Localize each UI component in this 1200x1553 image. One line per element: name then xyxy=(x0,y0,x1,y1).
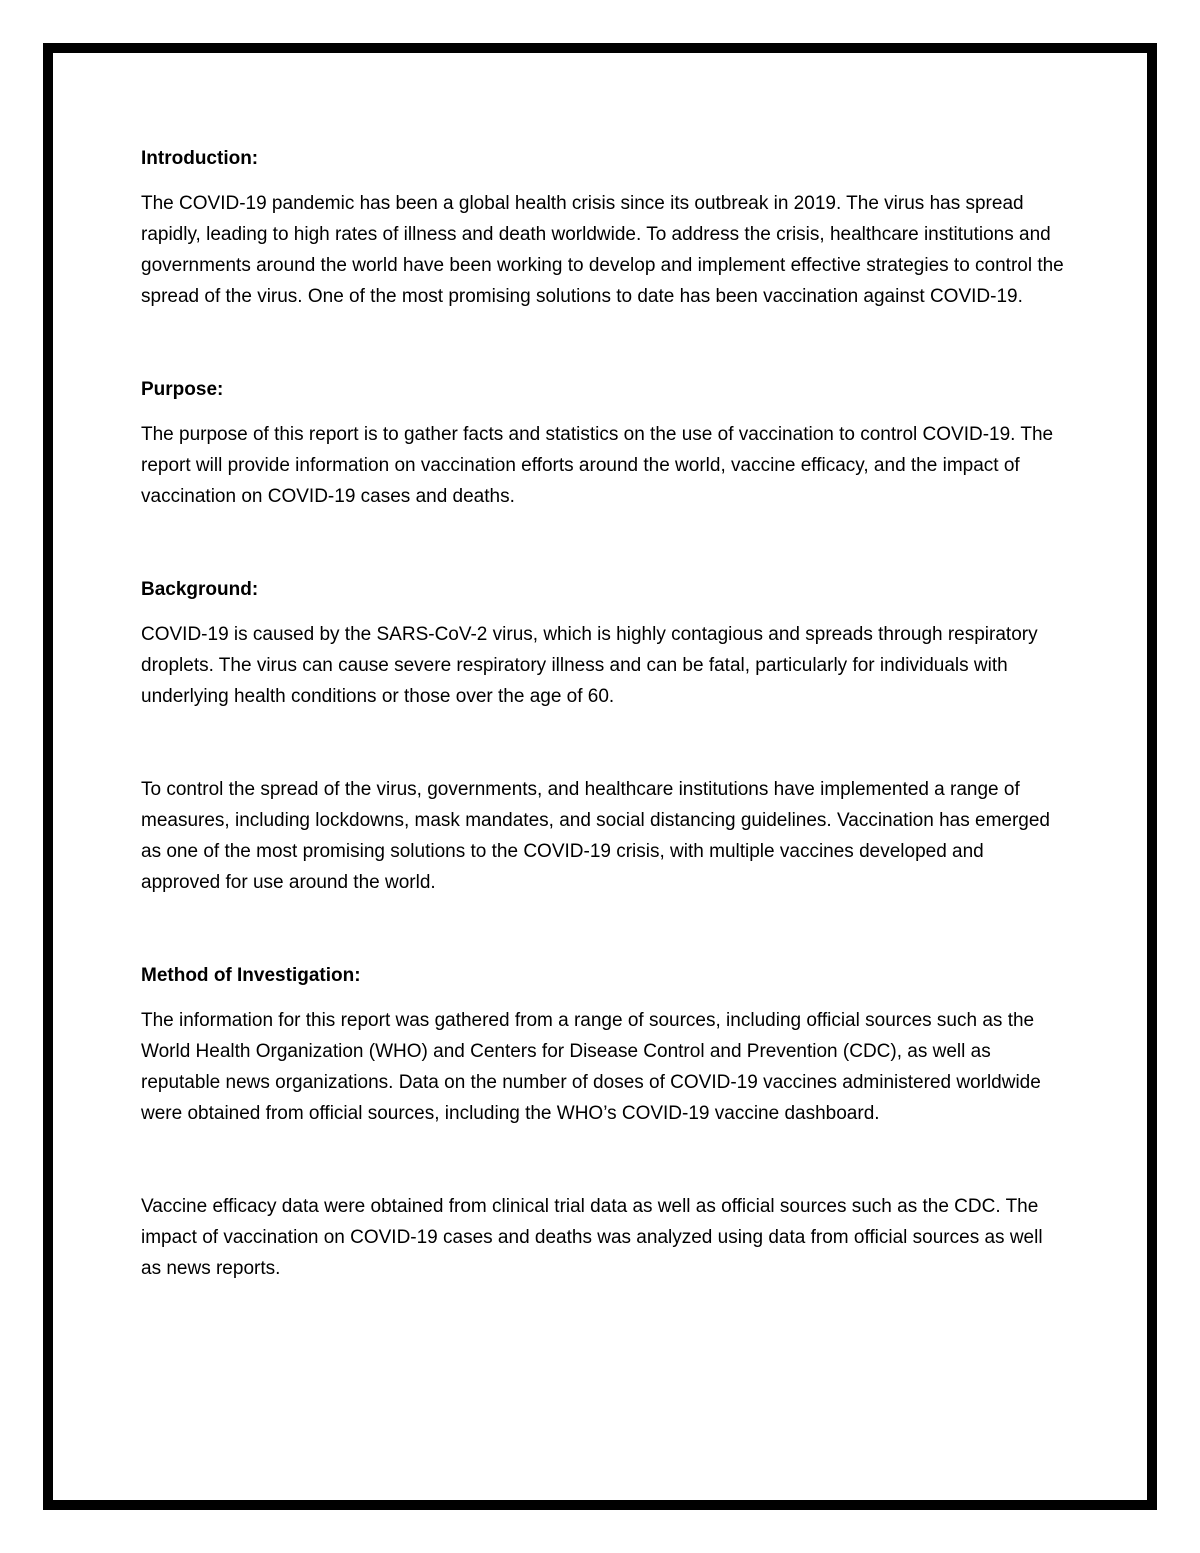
section-paragraph: Vaccine efficacy data were obtained from clinical trial data as well as official sources such as the CDC. The impact of vaccination on COVID-19 cases and deaths was analyzed using data from official sources as well as news reports. xyxy=(141,1196,1043,1279)
section-spacer xyxy=(141,898,1066,960)
section-paragraph: To control the spread of the virus, governments, and healthcare institutions have implemented a range of measures, including lockdowns, mask mandates, and social distancing guidelines. Vaccination has emerged as one of the most promising solutions to the COVID-19 crisis, with multiple vaccines developed and approved for use around the world. xyxy=(141,779,1050,893)
section-method-of-investigation xyxy=(141,960,1066,1284)
paragraph-spacer xyxy=(141,712,1066,774)
section-background xyxy=(141,574,1066,898)
section-paragraph: The information for this report was gathered from a range of sources, including official sources such as the World Health Organization (WHO) and Centers for Disease Control and Prevention (CDC), as well as reputable news organizations. Data on the number of doses of COVID-19 vaccines administered worldwide were obtained from official sources, including the WHO’s COVID-19 vaccine dashboard. xyxy=(141,1010,1041,1124)
section-heading: Purpose: xyxy=(141,379,224,400)
section-spacer xyxy=(141,512,1066,574)
section-spacer xyxy=(141,312,1066,374)
document-body xyxy=(141,143,1066,1284)
section-heading: Background: xyxy=(141,579,259,600)
section-paragraph: COVID-19 is caused by the SARS-CoV-2 virus, which is highly contagious and spreads through respiratory droplets. The virus can cause severe respiratory illness and can be fatal, particularly for individuals with underlying health conditions or those over the age of 60. xyxy=(141,624,1038,707)
section-purpose xyxy=(141,374,1066,512)
section-heading: Method of Investigation: xyxy=(141,965,361,986)
paragraph-spacer xyxy=(141,1129,1066,1191)
section-heading: Introduction: xyxy=(141,148,259,169)
section-paragraph: The purpose of this report is to gather facts and statistics on the use of vaccination to control COVID-19. The report will provide information on vaccination efforts around the world, vaccine efficacy, and the impact of vaccination on COVID-19 cases and deaths. xyxy=(141,424,1054,507)
section-introduction xyxy=(141,143,1066,312)
section-paragraph: The COVID-19 pandemic has been a global health crisis since its outbreak in 2019. The virus has spread rapidly, leading to high rates of illness and death worldwide. To address the crisis, healthcare institutions and governments around the world have been working to develop and implement effective strategies to control the spread of the virus. One of the most promising solutions to date has been vaccination against COVID-19. xyxy=(141,193,1064,307)
